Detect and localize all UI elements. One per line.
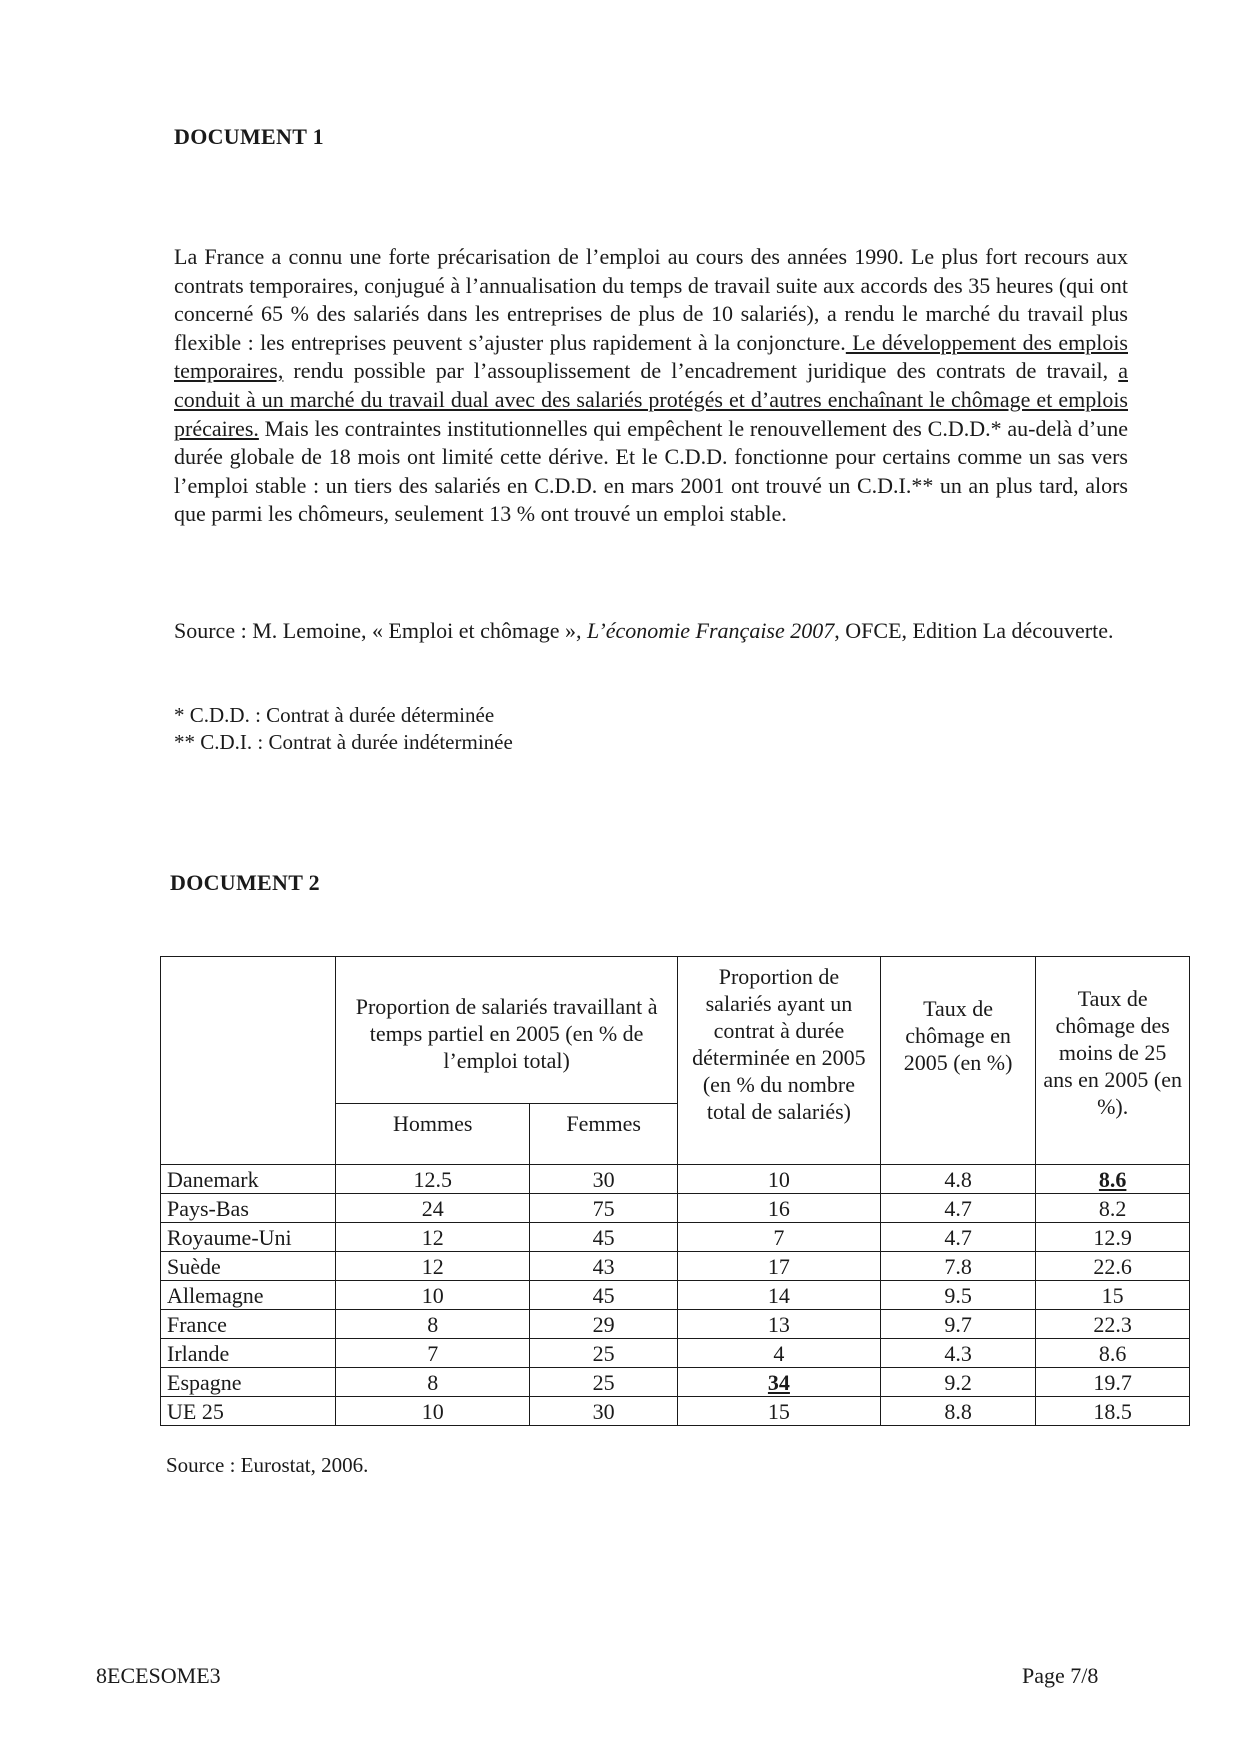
- cell-youth-unemployment: [1036, 1310, 1190, 1339]
- cell-men-value: 12: [421, 1224, 444, 1250]
- cell-women-value: 45: [592, 1224, 615, 1250]
- document-1-heading: DOCUMENT 1: [174, 124, 324, 149]
- cell-unemployment: [880, 1252, 1035, 1281]
- cell-men: [336, 1223, 530, 1252]
- paragraph-part-underlined: a conduit à un marché du travail dual avec des salariés protégés et d’autres enchaînant le chômage et emplois précaires.: [174, 358, 1128, 441]
- source-suffix: , OFCE, Edition La découverte.: [834, 618, 1114, 643]
- cell-youth-unemployment: [1036, 1368, 1190, 1397]
- cell-cdd-value: 7: [773, 1224, 785, 1250]
- cell-cdd: [677, 1281, 880, 1310]
- table-row: [161, 1223, 1190, 1252]
- cell-youth-unemployment: [1036, 1252, 1190, 1281]
- cell-country-value: Allemagne: [167, 1282, 264, 1308]
- cell-men-value: 10: [421, 1398, 444, 1424]
- cell-country-value: UE 25: [167, 1398, 224, 1424]
- cell-cdd-value: 4: [773, 1340, 785, 1366]
- cell-women: [530, 1310, 678, 1339]
- cell-country-value: Danemark: [167, 1166, 259, 1192]
- cell-youth-unemployment-value: 8.2: [1098, 1195, 1127, 1221]
- paragraph-part: Mais les contraintes institutionnelles qui empêchent le renouvellement des C.D.D.* au-delà d’une durée globale de 18 mois ont limité cette dérive. Et le C.D.D. fonctionne pour certains comme un sas vers l’emploi stable : un tiers des salariés en C.D.D. en mars 2001 ont trouvé un C.D.I.** un an plus tard, alors que parmi les chômeurs, seulement 13 % ont trouvé un emploi stable.: [174, 415, 1128, 527]
- cell-youth-unemployment: [1036, 1339, 1190, 1368]
- cell-cdd-value: 17: [767, 1253, 790, 1279]
- cell-country: [161, 1339, 336, 1368]
- cell-youth-unemployment-value: 22.6: [1093, 1253, 1132, 1279]
- cell-cdd: [677, 1339, 880, 1368]
- cell-country-value: France: [167, 1311, 227, 1337]
- cell-men-value: 8: [427, 1369, 439, 1395]
- cell-men: [336, 1339, 530, 1368]
- footer-exam-code: 8ECESOME3: [96, 1663, 221, 1688]
- cell-men: [336, 1397, 530, 1426]
- cell-youth-unemployment: [1036, 1194, 1190, 1223]
- paragraph-part: rendu possible par l’assouplissement de l’encadrement juridique des contrats de travail,: [283, 358, 1119, 384]
- cell-unemployment-value: 4.3: [944, 1340, 972, 1366]
- footnote-cdi: ** C.D.I. : Contrat à durée indéterminée: [174, 730, 513, 754]
- cell-country: [161, 1165, 336, 1194]
- cell-women-value: 43: [592, 1253, 615, 1279]
- paragraph-part-underlined: Le développement des emplois temporaires,: [174, 329, 1128, 384]
- cell-unemployment: [880, 1310, 1035, 1339]
- cell-cdd-value: 13: [767, 1311, 790, 1337]
- cell-youth-unemployment: [1036, 1397, 1190, 1426]
- cell-youth-unemployment-value: 8.6: [1098, 1340, 1127, 1366]
- cell-cdd-value: 34: [767, 1369, 790, 1395]
- cell-women: [530, 1281, 678, 1310]
- cell-country-value: Irlande: [167, 1340, 230, 1366]
- table-row: [161, 1397, 1190, 1426]
- cell-unemployment: [880, 1194, 1035, 1223]
- cell-cdd: [677, 1310, 880, 1339]
- cell-women-value: 45: [592, 1282, 615, 1308]
- header-country-empty: [161, 957, 336, 1165]
- table-row: [161, 1281, 1190, 1310]
- cell-cdd: [677, 1194, 880, 1223]
- cell-men-value: 7: [427, 1340, 439, 1366]
- cell-country: [161, 1397, 336, 1426]
- document-2-heading: DOCUMENT 2: [170, 870, 320, 895]
- cell-youth-unemployment-value: 15: [1101, 1282, 1124, 1308]
- table-row: [161, 1252, 1190, 1281]
- cell-cdd: [677, 1165, 880, 1194]
- cell-unemployment-value: 9.2: [944, 1369, 972, 1395]
- cell-cdd: [677, 1368, 880, 1397]
- cell-women-value: 30: [592, 1398, 615, 1424]
- document-1-paragraph: [174, 243, 1128, 529]
- cell-unemployment-value: 4.8: [944, 1166, 972, 1192]
- cell-men: [336, 1368, 530, 1397]
- cell-youth-unemployment: [1036, 1223, 1190, 1252]
- header-youth-unemployment: Taux de chômage des moins de 25 ans en 2005 (en %).: [1036, 957, 1190, 1165]
- table-row: [161, 1310, 1190, 1339]
- table-row: [161, 1165, 1190, 1194]
- table-row: [161, 1339, 1190, 1368]
- cell-unemployment-value: 8.8: [944, 1398, 972, 1424]
- source-prefix: Source : M. Lemoine, « Emploi et chômage »,: [174, 618, 582, 643]
- paragraph-part: La France a connu une forte précarisation de l’emploi au cours des années 1990. Le plus fort recours aux contrats temporaires, conjugué à l’annualisation du temps de travail suite aux accords des 35 heures (qui ont concerné 65 % des salariés dans les entreprises de plus de 10 salariés), a rendu le marché du travail plus flexible : les entreprises peuvent s’ajuster plus rapidement à la conjoncture.: [174, 244, 1128, 355]
- cell-women-value: 25: [592, 1340, 615, 1366]
- cell-country: [161, 1368, 336, 1397]
- cell-unemployment-value: 9.7: [944, 1311, 972, 1337]
- employment-table: [160, 956, 1190, 1426]
- cell-unemployment: [880, 1397, 1035, 1426]
- cell-women-value: 30: [592, 1166, 615, 1192]
- cell-women: [530, 1194, 678, 1223]
- cell-women: [530, 1252, 678, 1281]
- cell-women-value: 29: [592, 1311, 615, 1337]
- cell-men-value: 10: [421, 1282, 444, 1308]
- cell-men: [336, 1165, 530, 1194]
- cell-country-value: Pays-Bas: [167, 1195, 249, 1221]
- cell-men-value: 12.5: [413, 1166, 452, 1192]
- cell-men: [336, 1252, 530, 1281]
- cell-country-value: Suède: [167, 1253, 221, 1279]
- cell-country: [161, 1310, 336, 1339]
- cell-country-value: Royaume-Uni: [167, 1224, 292, 1250]
- cell-women: [530, 1165, 678, 1194]
- cell-country: [161, 1281, 336, 1310]
- cell-women: [530, 1397, 678, 1426]
- document-1-source: [174, 617, 1128, 645]
- cell-cdd: [677, 1252, 880, 1281]
- cell-men: [336, 1310, 530, 1339]
- footer-page-number: Page 7/8: [1022, 1663, 1099, 1688]
- cell-youth-unemployment: [1036, 1165, 1190, 1194]
- header-women: Femmes: [530, 1104, 678, 1165]
- table-row: [161, 1194, 1190, 1223]
- cell-country: [161, 1252, 336, 1281]
- cell-youth-unemployment-value: 22.3: [1093, 1311, 1132, 1337]
- cell-cdd-value: 10: [767, 1166, 790, 1192]
- table-body: [161, 1165, 1190, 1426]
- document-2-source: Source : Eurostat, 2006.: [166, 1453, 369, 1477]
- cell-men: [336, 1194, 530, 1223]
- cell-youth-unemployment: [1036, 1281, 1190, 1310]
- header-unemployment: Taux de chômage en 2005 (en %): [880, 957, 1035, 1165]
- source-title: L’économie Française 2007: [587, 618, 835, 643]
- cell-men-value: 8: [427, 1311, 439, 1337]
- cell-men-value: 24: [421, 1195, 444, 1221]
- cell-cdd: [677, 1223, 880, 1252]
- cell-unemployment-value: 4.7: [944, 1195, 972, 1221]
- header-part-time: Proportion de salariés travaillant à temps partiel en 2005 (en % de l’emploi total): [336, 957, 678, 1104]
- cell-unemployment: [880, 1223, 1035, 1252]
- cell-cdd: [677, 1397, 880, 1426]
- cell-cdd-value: 15: [767, 1398, 790, 1424]
- cell-women: [530, 1339, 678, 1368]
- cell-youth-unemployment-value: 8.6: [1098, 1166, 1127, 1192]
- cell-unemployment-value: 9.5: [944, 1282, 972, 1308]
- cell-unemployment-value: 7.8: [944, 1253, 972, 1279]
- cell-men: [336, 1281, 530, 1310]
- cell-unemployment-value: 4.7: [944, 1224, 972, 1250]
- cell-women: [530, 1223, 678, 1252]
- cell-country: [161, 1194, 336, 1223]
- table-header-row: [161, 957, 1190, 1104]
- table-row: [161, 1368, 1190, 1397]
- cell-youth-unemployment-value: 12.9: [1093, 1224, 1132, 1250]
- cell-cdd-value: 16: [767, 1195, 790, 1221]
- cell-unemployment: [880, 1281, 1035, 1310]
- cell-women: [530, 1368, 678, 1397]
- cell-unemployment: [880, 1368, 1035, 1397]
- cell-women-value: 25: [592, 1369, 615, 1395]
- cell-youth-unemployment-value: 18.5: [1093, 1398, 1132, 1424]
- cell-men-value: 12: [421, 1253, 444, 1279]
- cell-youth-unemployment-value: 19.7: [1093, 1369, 1132, 1395]
- cell-unemployment: [880, 1165, 1035, 1194]
- header-cdd: Proportion de salariés ayant un contrat à durée déterminée en 2005 (en % du nombre total de salariés): [677, 957, 880, 1165]
- footnote-cdd: * C.D.D. : Contrat à durée déterminée: [174, 703, 495, 727]
- header-men: Hommes: [336, 1104, 530, 1165]
- cell-unemployment: [880, 1339, 1035, 1368]
- cell-country: [161, 1223, 336, 1252]
- cell-cdd-value: 14: [767, 1282, 790, 1308]
- cell-women-value: 75: [592, 1195, 615, 1221]
- cell-country-value: Espagne: [167, 1369, 242, 1395]
